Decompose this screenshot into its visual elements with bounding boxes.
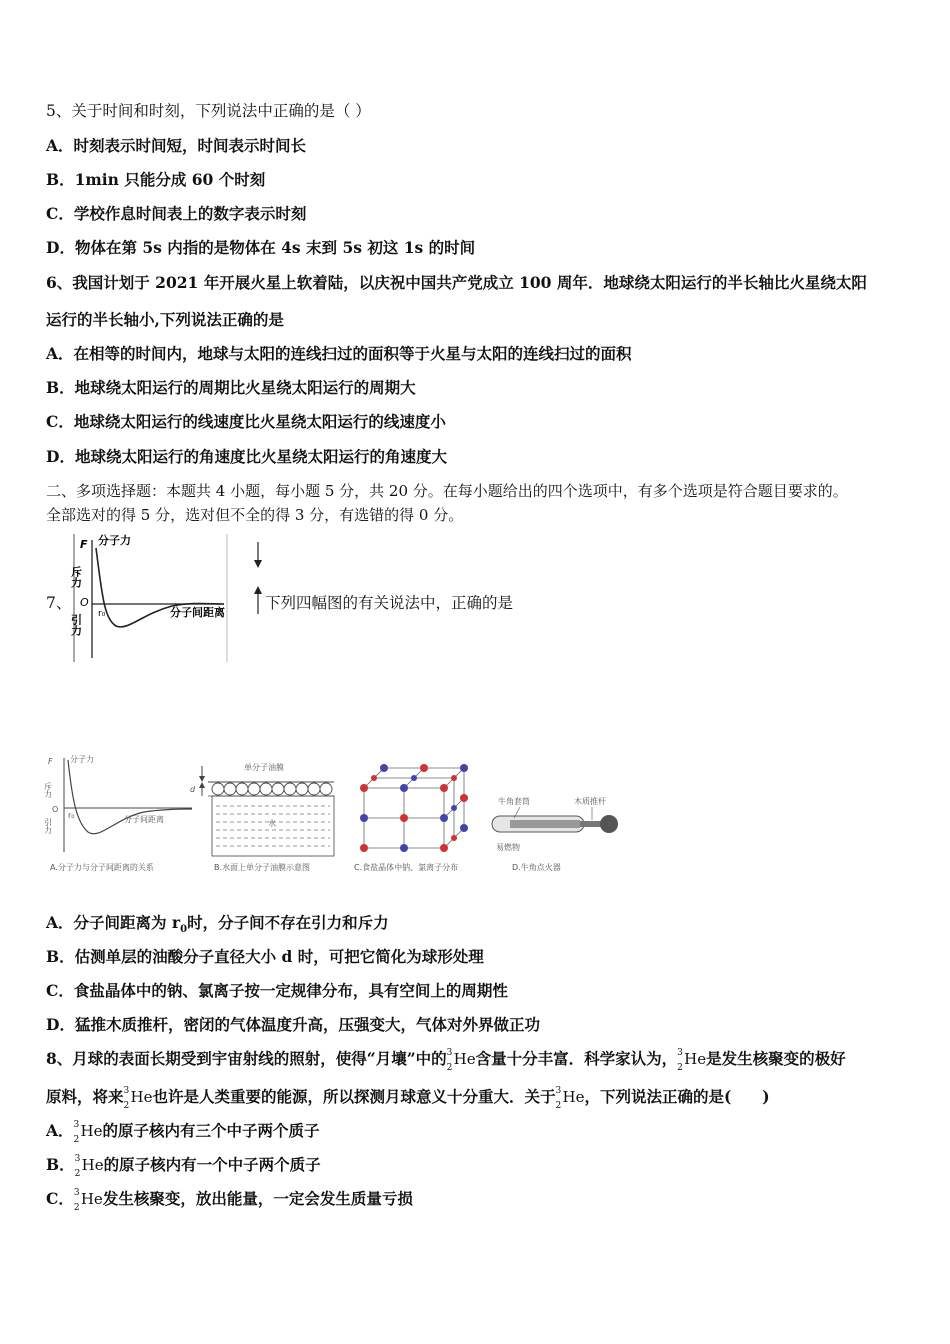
q6-option-c: C．地球绕太阳运行的线速度比火星绕太阳运行的线速度小 — [46, 412, 446, 431]
q7-option-d: D．猛推木质推杆，密闭的气体温度升高，压强变大，气体对外界做正功 — [46, 1015, 540, 1034]
q5-option-d: D．物体在第 5s 内指的是物体在 4s 末到 5s 初这 1s 的时间 — [46, 238, 476, 257]
he3-symbol: 3 2 He — [74, 1154, 104, 1179]
q8-option-c: C． 3 2 He发生核聚变，放出能量，一定会发生质量亏损 — [46, 1188, 413, 1213]
fig-d-label2: 木质推杆 — [574, 797, 606, 806]
svg-text:O: O — [52, 805, 59, 814]
he3-symbol: 3 2 He — [446, 1048, 476, 1073]
fig-c-caption: C.食盐晶体中钠、氯离子分布 — [354, 863, 459, 872]
fig-d-label1: 牛角套筒 — [498, 797, 530, 806]
section2-line1: 二、多项选择题：本题共 4 小题，每小题 5 分，共 20 分。在每小题给出的四个选项中，有多个选项是符合题目要求的。 — [46, 482, 848, 500]
fig-b — [190, 762, 334, 872]
q5-stem: 5、关于时间和时刻，下列说法中正确的是（ ） — [46, 102, 371, 120]
fig-b-caption: B.水面上单分子油膜示意图 — [214, 863, 311, 872]
q8-option-a: A． 3 2 He的原子核内有三个中子两个质子 — [46, 1120, 320, 1145]
q7-option-c: C．食盐晶体中的钠、氯离子按一定规律分布，具有空间上的周期性 — [46, 981, 508, 1000]
q5-option-c: C．学校作息时间表上的数字表示时刻 — [46, 204, 307, 223]
x-label: 分子间距离 — [170, 606, 225, 619]
fig-a — [44, 754, 193, 872]
q6-stem-line2: 运行的半长轴小,下列说法正确的是 — [46, 310, 284, 329]
f-label: F — [80, 538, 88, 551]
he3-symbol: 3 2 He — [123, 1086, 153, 1111]
fig-b-d: d — [190, 785, 196, 794]
q7-option-b: B．估测单层的油酸分子直径大小 d 时，可把它简化为球形处理 — [46, 947, 484, 966]
q8-option-b: B． 3 2 He的原子核内有一个中子两个质子 — [46, 1154, 321, 1179]
he3-symbol: 3 2 He — [677, 1048, 707, 1073]
fig-d — [492, 796, 618, 872]
q8-stem-line1: 8、月球的表面长期受到宇宙射线的照射，使得“月壤”中的 3 2 He含量十分丰富．科学家认为， 3 2 He是发生核聚变的极好 — [46, 1048, 846, 1073]
fig-a-ylabel: 分子力 — [70, 755, 94, 764]
he3-symbol: 3 2 He — [555, 1086, 585, 1111]
q8-stem-line2: 原料，将来 3 2 He也许是人类重要的能源，所以探测月球意义十分重大．关于 3 2 He，下列说法正确的是( ) — [46, 1086, 770, 1111]
origin-label: O — [80, 596, 89, 609]
he3-symbol: 3 2 He — [73, 1120, 103, 1145]
y-top-label: 分子力 — [98, 534, 131, 547]
q7-figure-panel — [44, 752, 624, 878]
fig-b-water: 水 — [268, 819, 276, 828]
r0-label: r₀ — [98, 609, 106, 619]
fig-a-xlabel: 分子间距离 — [124, 815, 164, 824]
fig-d-caption: D.牛角点火器 — [512, 863, 561, 872]
q7-arrows — [250, 538, 266, 616]
q6-option-b: B．地球绕太阳运行的周期比火星绕太阳运行的周期大 — [46, 378, 416, 397]
fig-c — [354, 764, 468, 872]
q7-stem: 下列四幅图的有关说法中，正确的是 — [265, 594, 514, 612]
q5-option-a: A．时刻表示时间短，时间表示时间长 — [46, 136, 307, 155]
fig-a-caption: A.分子力与分子间距离的关系 — [50, 863, 154, 872]
fig-a-r0: r₀ — [68, 811, 75, 820]
q7-inline-force-graph — [69, 534, 230, 662]
fig-a-repel: 斥力 — [43, 782, 53, 798]
fig-b-label: 单分子油膜 — [244, 763, 284, 772]
fig-a-attract: 引力 — [43, 818, 53, 834]
attract-label: 引力 — [69, 614, 83, 636]
q7-option-a: A．分子间距离为 $r_0$时，分子间不存在引力和斥力 — [46, 913, 389, 936]
repel-label: 斥力 — [69, 566, 83, 588]
q5-option-b: B．1min 只能分成 60 个时刻 — [46, 170, 266, 189]
section2-line2: 全部选对的得 5 分，选对但不全的得 3 分，有选错的得 0 分。 — [46, 506, 464, 524]
fig-d-label3: 易燃物 — [496, 843, 520, 852]
he3-symbol: 3 2 He — [73, 1188, 103, 1213]
q7-number: 7、 — [46, 594, 72, 612]
svg-text:F: F — [48, 757, 53, 766]
q6-option-a: A．在相等的时间内，地球与太阳的连线扫过的面积等于火星与太阳的连线扫过的面积 — [46, 344, 632, 363]
q6-option-d: D．地球绕太阳运行的角速度比火星绕太阳运行的角速度大 — [46, 447, 447, 466]
q6-stem-line1: 6、我国计划于 2021 年开展火星上软着陆，以庆祝中国共产党成立 100 周年．地球绕太阳运行的半长轴比火星绕太阳 — [46, 273, 867, 292]
